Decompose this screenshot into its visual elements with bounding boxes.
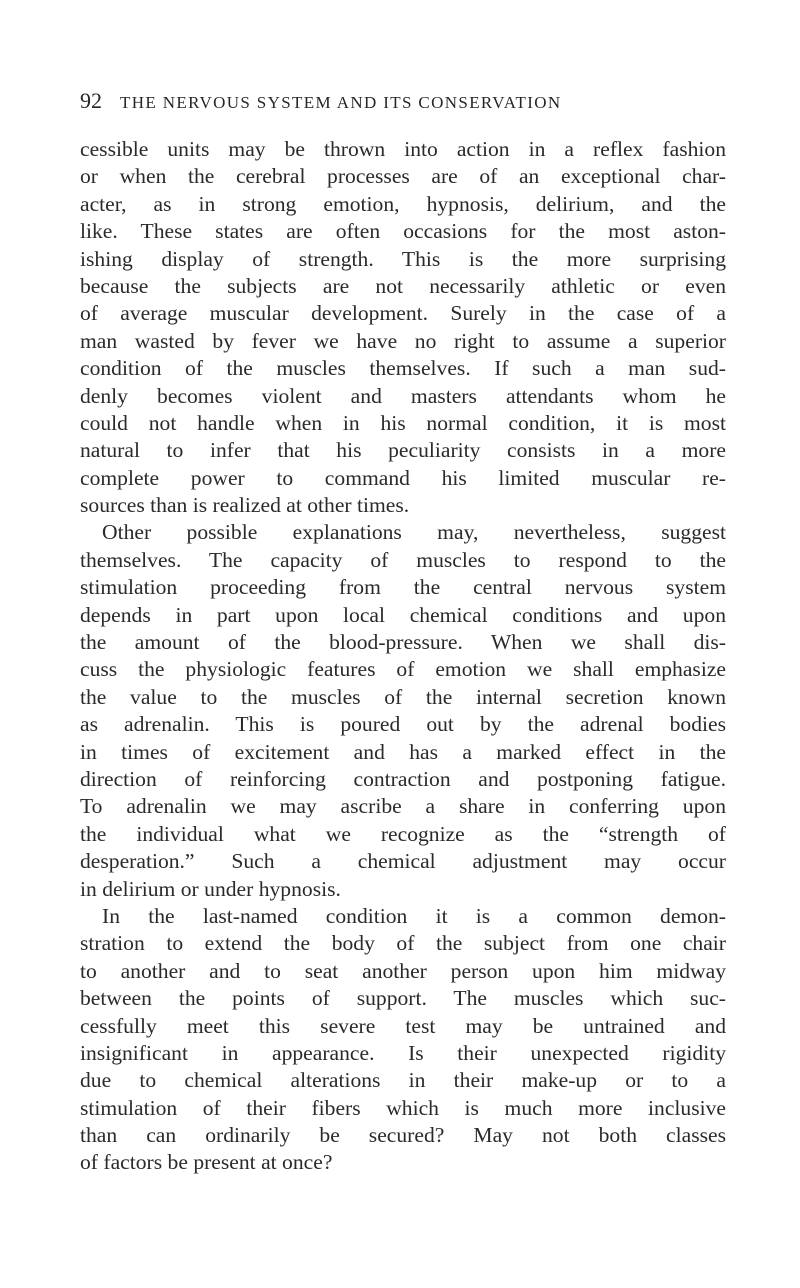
text-line: denly becomes violent and masters attendants whom he <box>80 383 726 408</box>
text-line: stration to extend the body of the subject from one chair <box>80 931 726 956</box>
text-line: the amount of the blood-pressure. When we shall dis- <box>80 630 726 655</box>
text-line: man wasted by fever we have no right to assume a superior <box>80 328 726 353</box>
text-line: desperation.” Such a chemical adjustment may occur <box>80 849 726 874</box>
paragraph <box>80 519 726 902</box>
text-line: due to chemical alterations in their make-up or to a <box>80 1068 726 1093</box>
text-line: ishing display of strength. This is the more surprising <box>80 246 726 271</box>
text-line: in times of excitement and has a marked effect in the <box>80 739 726 764</box>
running-title: THE NERVOUS SYSTEM AND ITS CONSERVATION <box>120 93 562 112</box>
book-page <box>80 88 726 1177</box>
text-line: In the last-named condition it is a common demon- <box>102 903 726 928</box>
text-line: stimulation of their fibers which is much more inclusive <box>80 1095 726 1120</box>
text-line: direction of reinforcing contraction and postponing fatigue. <box>80 766 726 791</box>
text-line: depends in part upon local chemical conditions and upon <box>80 602 726 627</box>
text-line: or when the cerebral processes are of an exceptional char- <box>80 164 726 189</box>
text-line: because the subjects are not necessarily athletic or even <box>80 273 726 298</box>
text-line: themselves. The capacity of muscles to respond to the <box>80 547 726 572</box>
text-line: cessfully meet this severe test may be untrained and <box>80 1013 726 1038</box>
text-line: To adrenalin we may ascribe a share in conferring upon <box>80 794 726 819</box>
text-line: Other possible explanations may, nevertheless, suggest <box>102 520 726 545</box>
body-text <box>80 136 726 1177</box>
text-line: acter, as in strong emotion, hypnosis, delirium, and the <box>80 191 726 216</box>
text-line: stimulation proceeding from the central nervous system <box>80 575 726 600</box>
running-head <box>80 88 726 114</box>
text-line: as adrenalin. This is poured out by the adrenal bodies <box>80 712 726 737</box>
text-line: sources than is realized at other times. <box>80 493 410 518</box>
paragraph <box>80 136 726 519</box>
text-line: could not handle when in his normal condition, it is most <box>80 410 726 435</box>
text-line: the individual what we recognize as the “strength of <box>80 821 726 846</box>
text-line: cessible units may be thrown into action in a reflex fashion <box>80 137 726 161</box>
text-line: condition of the muscles themselves. If such a man sud- <box>80 356 726 381</box>
text-line: of factors be present at once? <box>80 1150 333 1175</box>
text-line: to another and to seat another person upon him midway <box>80 958 726 983</box>
paragraph <box>80 903 726 1177</box>
text-line: natural to infer that his peculiarity consists in a more <box>80 438 726 463</box>
page-number: 92 <box>80 88 102 113</box>
text-line: insignificant in appearance. Is their unexpected rigidity <box>80 1040 726 1065</box>
text-line: like. These states are often occasions for the most aston- <box>80 219 726 244</box>
text-line: in delirium or under hypnosis. <box>80 876 341 901</box>
text-line: than can ordinarily be secured? May not both classes <box>80 1123 726 1148</box>
text-line: of average muscular development. Surely in the case of a <box>80 301 726 326</box>
text-line: complete power to command his limited muscular re- <box>80 465 726 490</box>
text-line: cuss the physiologic features of emotion we shall emphasize <box>80 657 726 682</box>
text-line: between the points of support. The muscles which suc- <box>80 986 726 1011</box>
text-line: the value to the muscles of the internal secretion known <box>80 684 726 709</box>
